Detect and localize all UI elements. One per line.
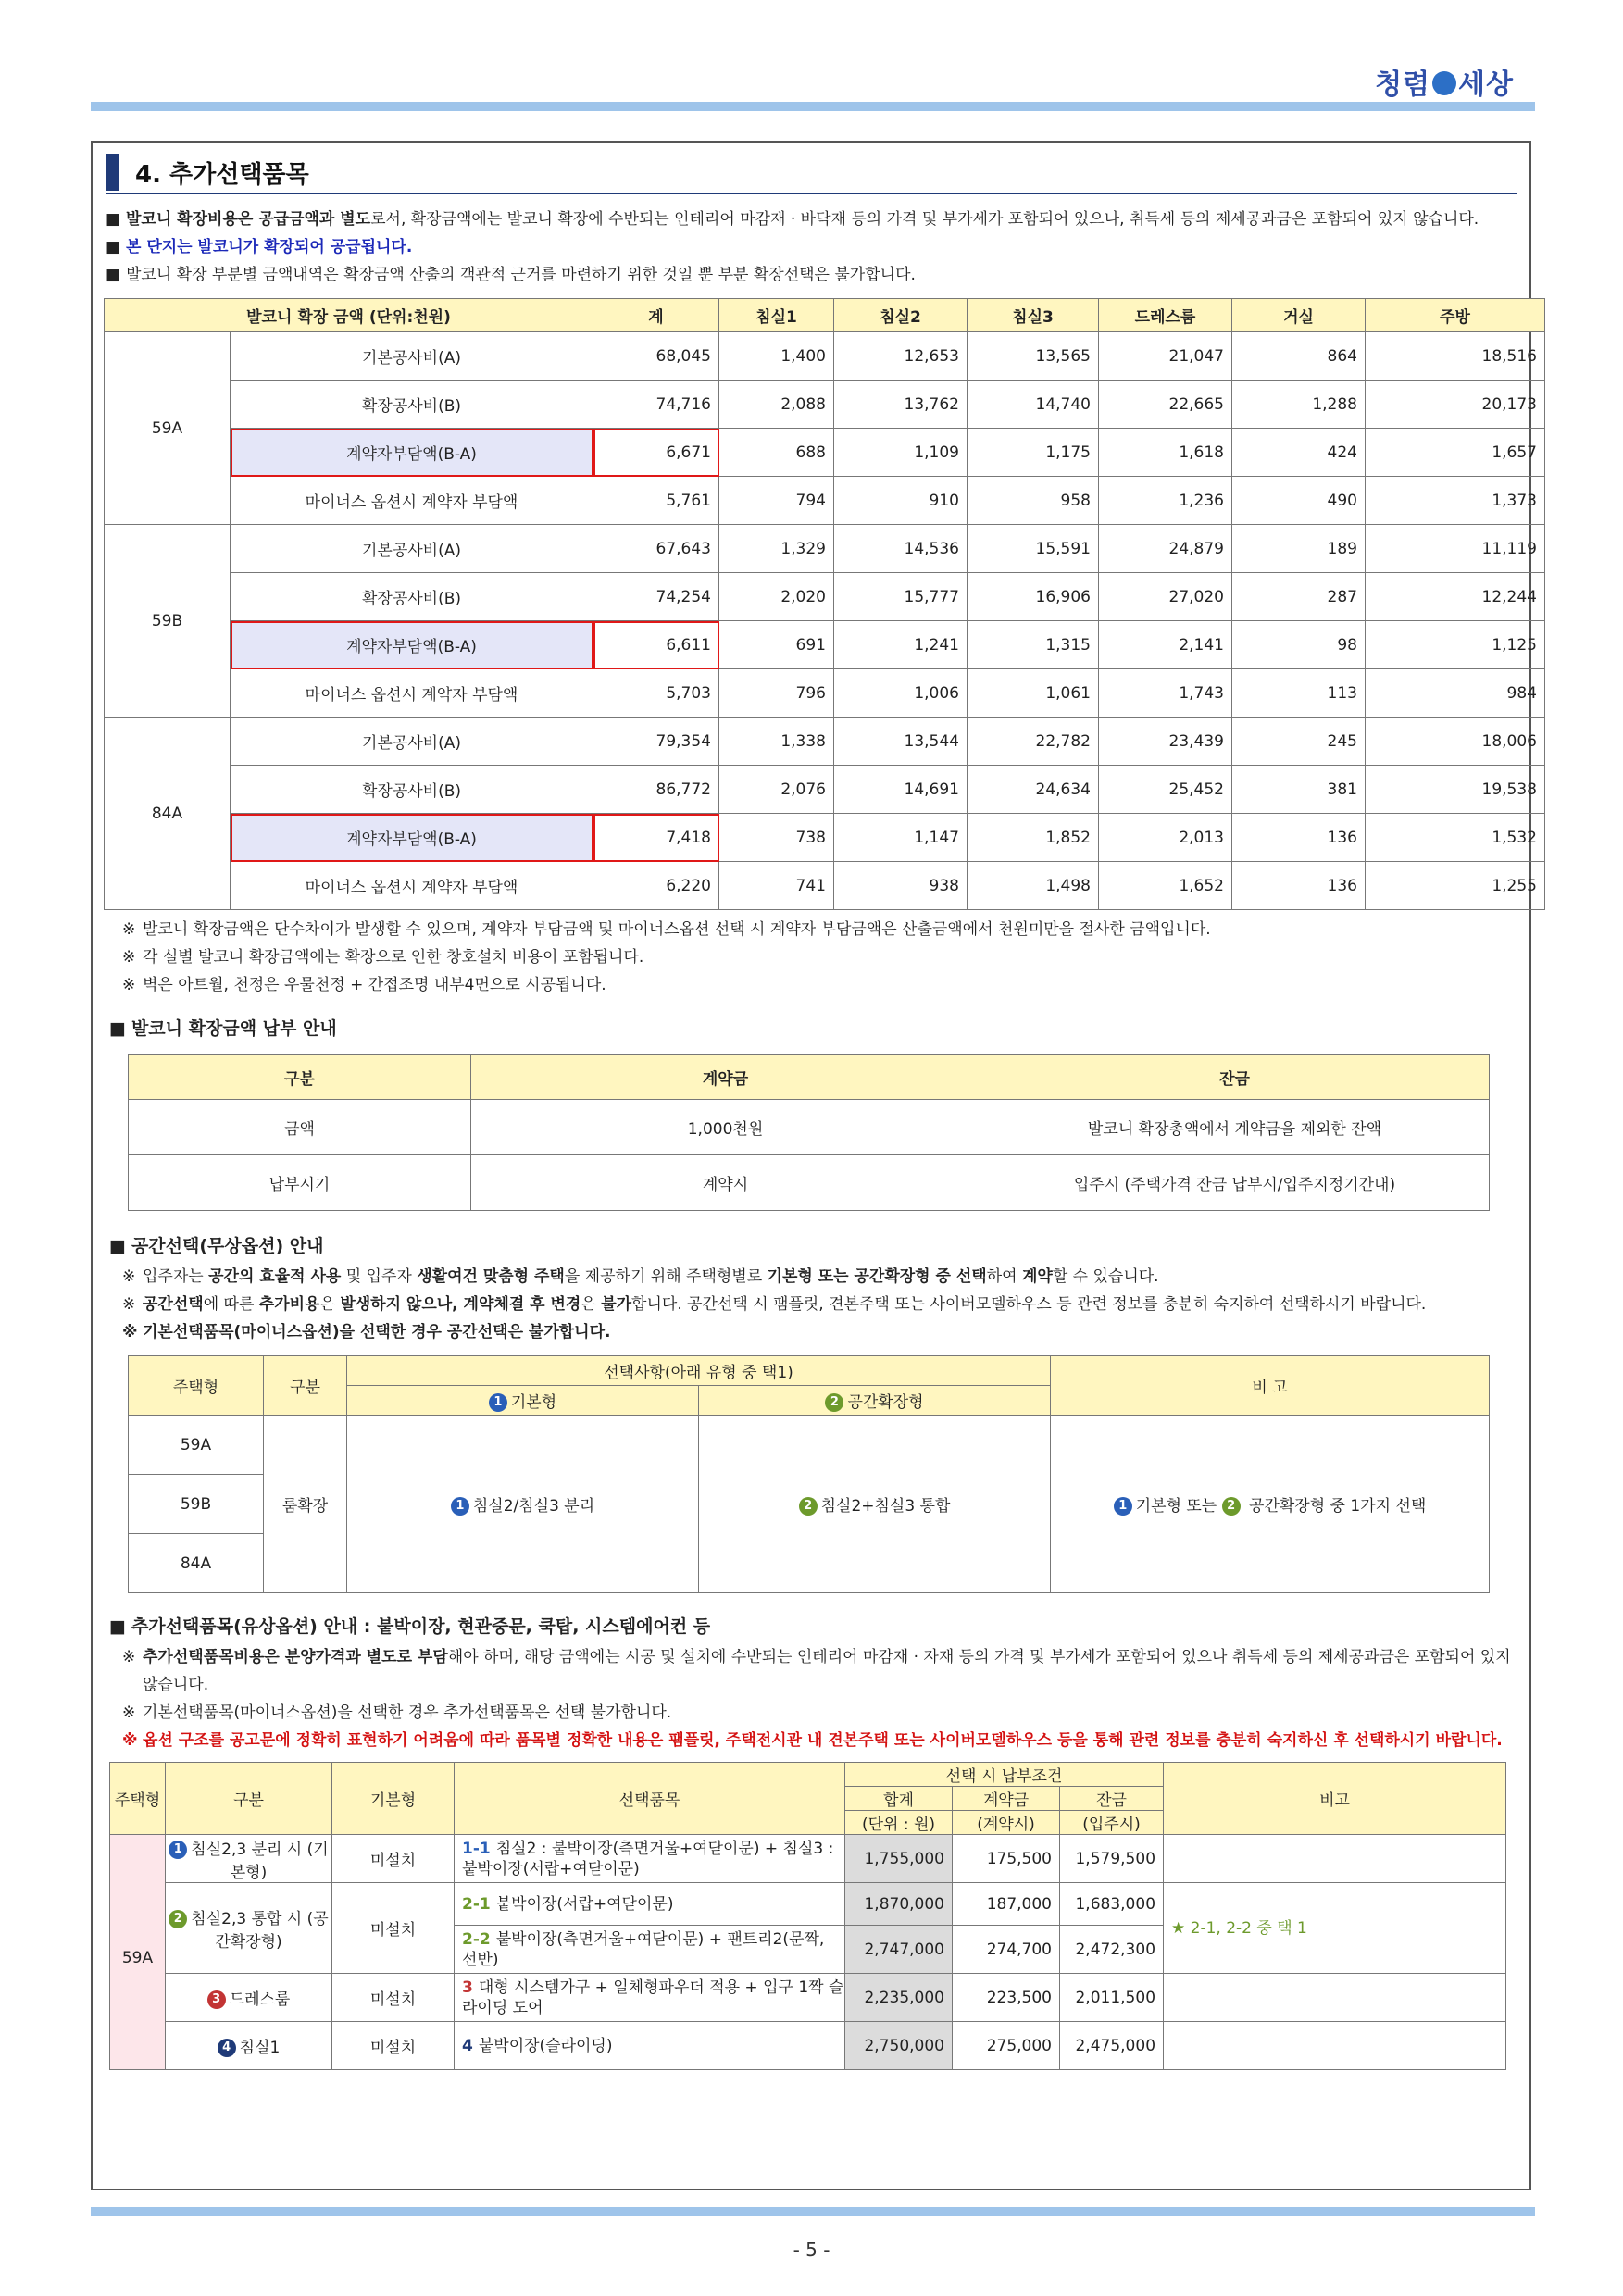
total-cell: 2,235,000: [845, 1974, 953, 2022]
category-cell: [166, 1883, 332, 1974]
intro-paragraph-1: [106, 206, 1517, 233]
value-cell: 15,777: [834, 573, 968, 621]
note-item: ※ 발코니 확장금액은 단수차이가 발생할 수 있으며, 계약자 부담금액 및 마이너스옵션 선택 시 계약자 부담금액은 산출금액에서 천원미만을 절사한 금액입니다.: [122, 920, 1211, 939]
value-cell: 1,236: [1099, 477, 1232, 525]
basic-cell: 미설치: [332, 2022, 455, 2070]
square-bullet-icon: ■: [106, 266, 121, 284]
value-cell: 21,047: [1099, 332, 1232, 381]
deposit-cell: 187,000: [953, 1883, 1060, 1926]
table-row: [105, 525, 1545, 573]
top-divider: [91, 102, 1535, 111]
table-header-row: 주택형 구분 기본형 선택품목 선택 시 납부조건 비고: [110, 1763, 1506, 1787]
option-text: 붙박이장(서랍+여닫이문): [495, 1894, 674, 1914]
value-cell: 74,716: [593, 381, 719, 429]
value-cell: 1,652: [1099, 862, 1232, 910]
header-cell: 발코니 확장 금액 (단위:천원): [105, 299, 593, 332]
payment-heading: ■ 발코니 확장금액 납부 안내: [109, 1018, 337, 1039]
value-cell: 938: [834, 862, 968, 910]
value-cell: 136: [1232, 862, 1366, 910]
space-notes: [106, 1263, 1517, 1346]
row-label: 계약자부담액(B-A): [231, 621, 593, 669]
option-2-icon: 2: [1222, 1497, 1241, 1516]
table-row: [105, 429, 1545, 477]
note-item: ※ 공간선택에 따른 추가비용은 발생하지 않으나, 계약체결 후 변경은 불가합니다. 공간선택 시 팸플릿, 견본주택 또는 사이버모델하우스 등 관련 정보를 충분히 숙지하여 선택하시기 바랍니다.: [122, 1295, 1427, 1314]
table-row: [105, 573, 1545, 621]
option-number-icon: 3: [207, 1990, 226, 2009]
table-row: 금액 1,000천원 발코니 확장총액에서 계약금을 제외한 잔액: [129, 1100, 1490, 1155]
value-cell: 6,611: [593, 621, 719, 669]
value-cell: 19,538: [1366, 766, 1545, 814]
table-row: [105, 477, 1545, 525]
value-cell: 794: [719, 477, 834, 525]
option-1-icon: 1: [1114, 1497, 1132, 1516]
table-row: [105, 766, 1545, 814]
space-selection-table: [128, 1355, 1490, 1593]
value-cell: 27,020: [1099, 573, 1232, 621]
option-code: 1-1: [462, 1839, 491, 1858]
category-cell: [166, 1835, 332, 1883]
note-item: ※ 옵션 구조를 공고문에 정확히 표현하기 어려움에 따라 품목별 정확한 내용은 팸플릿, 주택전시관 내 견본주택 또는 사이버모델하우스 등을 통해 관련 정보를 충분히 숙지하신 후 선택하시기 바랍니다.: [122, 1731, 1503, 1750]
option-code: 2-2: [462, 1929, 491, 1949]
row-label: 기본공사비(A): [231, 332, 593, 381]
remark-cell: [1164, 1974, 1506, 2022]
total-cell: 1,755,000: [845, 1835, 953, 1883]
value-cell: 22,665: [1099, 381, 1232, 429]
header-cell: 드레스룸: [1099, 299, 1232, 332]
balance-cell: 2,011,500: [1060, 1974, 1164, 2022]
option-item-cell: [455, 1883, 845, 1926]
total-cell: 1,870,000: [845, 1883, 953, 1926]
value-cell: 20,173: [1366, 381, 1545, 429]
balance-cell: 1,683,000: [1060, 1883, 1164, 1926]
table-header-row: [105, 299, 1545, 332]
header-cell: 계: [593, 299, 719, 332]
value-cell: 5,761: [593, 477, 719, 525]
table-row: [105, 332, 1545, 381]
paid-options-table: 주택형 구분 기본형 선택품목 선택 시 납부조건 비고 합계 계약금 잔금 (단위 : 원) (계약시) (입주시) 59A 1 침실2,3 분리 시 (기본형) 미설치 1-1 침실2 : 붙박이장(측면거울+여닫이문) + 침실3 : 붙박이장(서랍+여닫이문) 1,755,000 175,500 1,579,500 2 침실2,3 통합 시 (공간확장형) 미설치 2-1 붙박이장(서랍+여닫이문) 1,870,000 187,000 1,683,000 ★ 2-1, 2-2 중 택 1 2-2 붙박이장(측면거울+여닫이문) + 팬트리2(문짝, 선반) 2,747,000 274,700 2,472,300 3 드레스룸 미설치 3 대형 시스템가구 + 일체형파우더 적용 + 입구 1짝 슬라이딩 도어 2,235,000 223,500 2,011,500 4 침실1 미설치 4 붙박이장(슬라이딩) 2,750,000 275,000 2,475,000: [109, 1762, 1506, 2070]
value-cell: 136: [1232, 814, 1366, 862]
row-label: 마이너스 옵션시 계약자 부담액: [231, 477, 593, 525]
value-cell: 18,516: [1366, 332, 1545, 381]
remark-cell: [1164, 2022, 1506, 2070]
value-cell: 424: [1232, 429, 1366, 477]
total-cell: 2,750,000: [845, 2022, 953, 2070]
table-row: [105, 621, 1545, 669]
section-title: [106, 154, 1517, 191]
space-heading: ■ 공간선택(무상옵션) 안내: [109, 1236, 324, 1256]
option-code: 4: [462, 2036, 473, 2055]
table-row: [110, 2022, 1506, 2070]
table-row: [105, 718, 1545, 766]
balance-cell: 1,579,500: [1060, 1835, 1164, 1883]
intro-paragraph-3: [106, 261, 1517, 289]
value-cell: 67,643: [593, 525, 719, 573]
value-cell: 14,740: [968, 381, 1099, 429]
deposit-cell: 275,000: [953, 2022, 1060, 2070]
value-cell: 74,254: [593, 573, 719, 621]
note-item: ※ 벽은 아트월, 천정은 우물천정 + 간접조명 내부4면으로 시공됩니다.: [122, 976, 606, 994]
value-cell: 13,762: [834, 381, 968, 429]
section-marker: [106, 154, 119, 191]
intro-p2-text: 본 단지는 발코니가 확장되어 공급됩니다.: [126, 238, 413, 256]
value-cell: 1,241: [834, 621, 968, 669]
row-label: 계약자부담액(B-A): [231, 814, 593, 862]
basic-cell: 미설치: [332, 1835, 455, 1883]
option-item-cell: [455, 2022, 845, 2070]
table-row: 84A: [129, 1534, 1490, 1593]
deposit-cell: 175,500: [953, 1835, 1060, 1883]
value-cell: 6,220: [593, 862, 719, 910]
value-cell: 68,045: [593, 332, 719, 381]
value-cell: 11,119: [1366, 525, 1545, 573]
value-cell: 24,879: [1099, 525, 1232, 573]
category-cell: [166, 2022, 332, 2070]
value-cell: 910: [834, 477, 968, 525]
table-row: 59A 룸확장 1 침실2/침실3 분리 2 침실2+침실3 통합 1 기본형 또는 2 공간확장형 중 1가지 선택: [129, 1416, 1490, 1475]
remark-cell: ★ 2-1, 2-2 중 택 1: [1164, 1883, 1506, 1974]
value-cell: 1,175: [968, 429, 1099, 477]
value-cell: 2,020: [719, 573, 834, 621]
value-cell: 1,147: [834, 814, 968, 862]
brand-logo: [1375, 61, 1514, 102]
value-cell: 12,244: [1366, 573, 1545, 621]
value-cell: 1,618: [1099, 429, 1232, 477]
table-row: [105, 814, 1545, 862]
value-cell: 738: [719, 814, 834, 862]
content-frame: [91, 141, 1537, 2190]
value-cell: 12,653: [834, 332, 968, 381]
value-cell: 691: [719, 621, 834, 669]
option-text: 대형 시스템가구 + 일체형파우더 적용 + 입구 1짝 슬라이딩 도어: [462, 1978, 844, 2017]
value-cell: 796: [719, 669, 834, 718]
value-cell: 864: [1232, 332, 1366, 381]
option-text: 붙박이장(슬라이딩): [478, 2036, 613, 2055]
value-cell: 245: [1232, 718, 1366, 766]
value-cell: 24,634: [968, 766, 1099, 814]
brand-right: 세상: [1458, 69, 1514, 101]
section-title-text: 4. 추가선택품목: [135, 160, 309, 189]
bottom-divider: [91, 2207, 1535, 2216]
table-row: [110, 1974, 1506, 2022]
value-cell: 16,906: [968, 573, 1099, 621]
row-label: 확장공사비(B): [231, 766, 593, 814]
value-cell: 1,498: [968, 862, 1099, 910]
value-cell: 1,329: [719, 525, 834, 573]
option-text: 침실2 : 붙박이장(측면거울+여닫이문) + 침실3 : 붙박이장(서랍+여닫이문): [462, 1839, 834, 1878]
category-label: 침실2,3 통합 시 (공간확장형): [191, 1909, 329, 1952]
row-label: 마이너스 옵션시 계약자 부담액: [231, 669, 593, 718]
square-bullet-icon: ■: [106, 210, 121, 229]
value-cell: 5,703: [593, 669, 719, 718]
header-cell: 침실3: [968, 299, 1099, 332]
intro-p1-bold: 발코니 확장비용은 공급금액과 별도: [126, 210, 371, 229]
intro-paragraph-2: [106, 233, 1517, 261]
value-cell: 688: [719, 429, 834, 477]
table-row: [105, 862, 1545, 910]
value-cell: 741: [719, 862, 834, 910]
unit-type-cell: 59A: [110, 1835, 166, 2070]
balance-cell: 2,475,000: [1060, 2022, 1164, 2070]
unit-type-cell: 59A: [105, 332, 231, 525]
option-item-cell: [455, 1835, 845, 1883]
row-label: 확장공사비(B): [231, 381, 593, 429]
value-cell: 1,400: [719, 332, 834, 381]
value-cell: 7,418: [593, 814, 719, 862]
value-cell: 113: [1232, 669, 1366, 718]
option-number-icon: 1: [169, 1841, 187, 1859]
value-cell: 1,006: [834, 669, 968, 718]
table-row: [110, 1883, 1506, 1926]
value-cell: 287: [1232, 573, 1366, 621]
value-cell: 1,338: [719, 718, 834, 766]
option-item-cell: [455, 1974, 845, 2022]
value-cell: 22,782: [968, 718, 1099, 766]
square-bullet-icon: ■: [106, 238, 121, 256]
value-cell: 1,657: [1366, 429, 1545, 477]
balance-cell: 2,472,300: [1060, 1926, 1164, 1974]
table-row: [105, 669, 1545, 718]
value-cell: 189: [1232, 525, 1366, 573]
value-cell: 13,565: [968, 332, 1099, 381]
value-cell: 86,772: [593, 766, 719, 814]
balcony-price-table: [104, 298, 1545, 910]
value-cell: 6,671: [593, 429, 719, 477]
option-code: 3: [462, 1978, 473, 1997]
value-cell: 15,591: [968, 525, 1099, 573]
option-2-icon: 2: [825, 1393, 843, 1412]
table-header-row: 1 기본형 2 공간확장형: [129, 1386, 1490, 1416]
brand-emblem-icon: [1432, 71, 1456, 95]
category-label: 침실1: [239, 2039, 281, 2057]
basic-cell: 미설치: [332, 1883, 455, 1974]
paid-notes: [106, 1643, 1517, 1754]
deposit-cell: 223,500: [953, 1974, 1060, 2022]
value-cell: 2,076: [719, 766, 834, 814]
value-cell: 2,088: [719, 381, 834, 429]
table-row: [110, 1835, 1506, 1883]
value-cell: 14,691: [834, 766, 968, 814]
value-cell: 1,852: [968, 814, 1099, 862]
header-cell: 거실: [1232, 299, 1366, 332]
note-item: ※ 각 실별 발코니 확장금액에는 확장으로 인한 창호설치 비용이 포함됩니다.: [122, 948, 644, 967]
paid-heading: ■ 추가선택품목(유상옵션) 안내 : 붙박이장, 현관중문, 쿡탑, 시스템에어컨 등: [109, 1616, 711, 1637]
row-label: 계약자부담액(B-A): [231, 429, 593, 477]
intro-p3-text: 발코니 확장 부분별 금액내역은 확장금액 산출의 객관적 근거를 마련하기 위한 것일 뿐 부분 확장선택은 불가합니다.: [126, 266, 916, 284]
value-cell: 13,544: [834, 718, 968, 766]
option-2-icon: 2: [799, 1497, 818, 1516]
value-cell: 984: [1366, 669, 1545, 718]
option-number-icon: 2: [169, 1910, 187, 1928]
note-item: ※ 기본선택품목(마이너스옵션)을 선택한 경우 공간선택은 불가합니다.: [122, 1323, 611, 1341]
value-cell: 1,125: [1366, 621, 1545, 669]
header-cell: 침실1: [719, 299, 834, 332]
table-row: 59B: [129, 1475, 1490, 1534]
category-label: 드레스룸: [229, 1990, 291, 2009]
option-number-icon: 4: [218, 2039, 236, 2057]
intro-p1-rest: 로서, 확장금액에는 발코니 확장에 수반되는 인테리어 마감재 · 바닥재 등의 가격 및 부가세가 포함되어 있으나, 취득세 등의 제세공과금은 포함되어 있지 않습니다.: [370, 210, 1479, 229]
balcony-notes: [106, 916, 1517, 999]
payment-table: [128, 1054, 1490, 1211]
table-row: [105, 381, 1545, 429]
deposit-cell: 274,700: [953, 1926, 1060, 1974]
page-number: - 5 -: [793, 2239, 830, 2261]
option-1-icon: 1: [489, 1393, 507, 1412]
option-1-icon: 1: [451, 1497, 469, 1516]
value-cell: 18,006: [1366, 718, 1545, 766]
row-label: 기본공사비(A): [231, 718, 593, 766]
value-cell: 1,743: [1099, 669, 1232, 718]
header-cell: 주방: [1366, 299, 1545, 332]
value-cell: 79,354: [593, 718, 719, 766]
table-row: 납부시기 계약시 입주시 (주택가격 잔금 납부시/입주지정기간내): [129, 1155, 1490, 1211]
value-cell: 98: [1232, 621, 1366, 669]
value-cell: 1,373: [1366, 477, 1545, 525]
value-cell: 1,532: [1366, 814, 1545, 862]
value-cell: 1,061: [968, 669, 1099, 718]
basic-cell: 미설치: [332, 1974, 455, 2022]
row-label: 기본공사비(A): [231, 525, 593, 573]
header-cell: 침실2: [834, 299, 968, 332]
row-label: 확장공사비(B): [231, 573, 593, 621]
value-cell: 1,288: [1232, 381, 1366, 429]
section-underline: [106, 193, 1517, 194]
total-cell: 2,747,000: [845, 1926, 953, 1974]
value-cell: 2,013: [1099, 814, 1232, 862]
unit-type-cell: 59B: [105, 525, 231, 718]
value-cell: 381: [1232, 766, 1366, 814]
brand-left: 청렴: [1375, 69, 1431, 101]
table-header-row: 주택형 구분 선택사항(아래 유형 중 택1) 비 고: [129, 1356, 1490, 1386]
category-label: 침실2,3 분리 시 (기본형): [191, 1840, 329, 1882]
note-item: ※ 입주자는 공간의 효율적 사용 및 입주자 생활여건 맞춤형 주택을 제공하기 위해 주택형별로 기본형 또는 공간확장형 중 선택하여 계약할 수 있습니다.: [122, 1267, 1159, 1286]
value-cell: 14,536: [834, 525, 968, 573]
value-cell: 1,255: [1366, 862, 1545, 910]
row-label: 마이너스 옵션시 계약자 부담액: [231, 862, 593, 910]
value-cell: 490: [1232, 477, 1366, 525]
remark-cell: [1164, 1835, 1506, 1883]
category-cell: [166, 1974, 332, 2022]
note-item: ※ 기본선택품목(마이너스옵션)을 선택한 경우 추가선택품목은 선택 불가합니다.: [122, 1703, 672, 1722]
value-cell: 25,452: [1099, 766, 1232, 814]
option-text: 붙박이장(측면거울+여닫이문) + 팬트리2(문짝, 선반): [462, 1929, 825, 1969]
value-cell: 23,439: [1099, 718, 1232, 766]
note-item: ※ 추가선택품목비용은 분양가격과 별도로 부담해야 하며, 해당 금액에는 시공 및 설치에 수반되는 인테리어 마감재 · 자재 등의 가격 및 부가세가 포함되어 있으나 취득세 등의 제세공과금은 포함되어 있지 않습니다.: [122, 1648, 1511, 1694]
option-item-cell: [455, 1926, 845, 1974]
value-cell: 1,315: [968, 621, 1099, 669]
value-cell: 958: [968, 477, 1099, 525]
value-cell: 2,141: [1099, 621, 1232, 669]
table-header-row: 구분 계약금 잔금: [129, 1055, 1490, 1100]
option-code: 2-1: [462, 1894, 491, 1914]
value-cell: 1,109: [834, 429, 968, 477]
unit-type-cell: 84A: [105, 718, 231, 910]
